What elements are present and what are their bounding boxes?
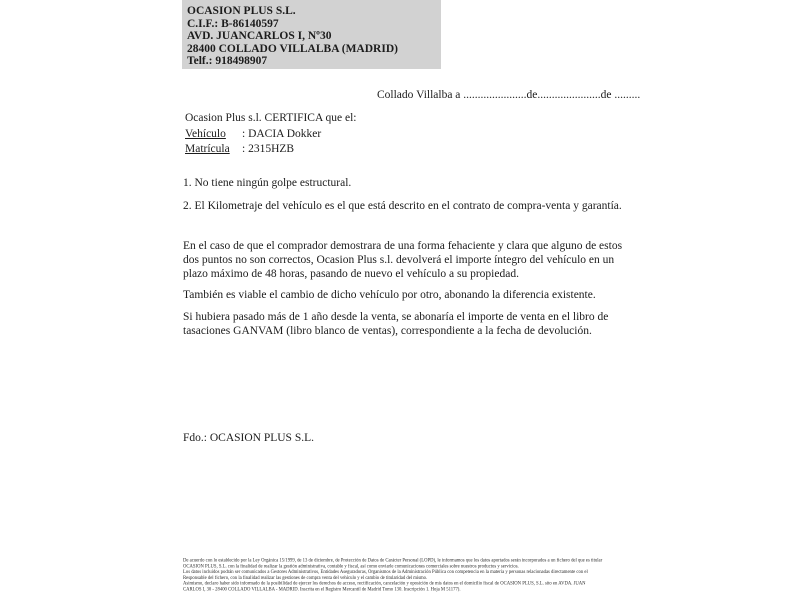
legal-line-2: OCASIÓN PLUS, S.L. con la finalidad de realizar la gestión administrativa, contable y fiscal, así como enviarle comunicaciones comerciales sobre nuestros productos y servicios. <box>183 563 519 569</box>
legal-line-5: Asimismo, declaro haber sido informado de la posibilidad de ejercer los derechos de acceso, rectificación, cancelación y oposición de mis datos en el domicilio fiscal de OCASIÓN PLUS, S.L. sito en AVDA. JUAN <box>183 581 586 587</box>
signature-line: Fdo.: OCASION PLUS S.L. <box>183 432 314 444</box>
vehicle-row <box>185 127 357 143</box>
legal-line-3: Los datos incluidos podrán ser comunicados a Gestores Administrativos, Entidades Aseguradoras, Organismos de la Administración Pública con competencia en la materia y personas relacionadas directamente con el <box>183 569 588 575</box>
legal-line-4: Responsable del fichero, con la finalidad realizar las gestiones de compra venta del vehículo y el cambio de titularidad del mismo. <box>183 575 428 581</box>
clause-1: 1. No tiene ningún golpe estructural. <box>183 177 352 189</box>
legal-line-1: De acuerdo con lo establecido por la Ley Orgánica 15/1999, de 13 de diciembre, de Protección de Datos de Carácter Personal (LOPD), le informamos que los datos aportados serán incorporados a un fichero del que es titular <box>183 558 603 563</box>
plate-value: : 2315HZB <box>242 143 295 155</box>
date-line: Collado Villalba a ......................de......................de ......... <box>377 89 641 101</box>
company-cif: C.I.F.: B-86140597 <box>187 17 279 30</box>
plate-row <box>185 142 357 158</box>
company-name: OCASION PLUS S.L. <box>187 5 296 17</box>
plate-label: Matrícula <box>185 143 230 155</box>
vehicle-label: Vehículo <box>185 127 226 140</box>
certify-intro: Ocasion Plus s.l. CERTIFICA que el: <box>185 112 357 124</box>
clause-2: 2. El Kilometraje del vehículo es el que está descrito en el contrato de compra-venta y garantía. <box>183 200 622 212</box>
legal-fine-print <box>183 558 616 593</box>
paragraph-exchange: También es viable el cambio de dicho vehículo por otro, abonando la diferencia existente. <box>183 289 596 302</box>
company-address: AVD. JUANCARLOS I, Nº30 <box>187 30 332 43</box>
company-header-block <box>182 0 441 69</box>
legal-line-6: CARLOS I, 30 - 28400 COLLADO VILLALBA - MADRID. Inscrita en el Registro Mercantil de Madrid Tomo 130. Inscripción 1. Hoja M 51177). <box>183 586 461 592</box>
paragraph-refund: En el caso de que el comprador demostrara de una forma fehaciente y clara que alguno de estos dos puntos no son correctos, Ocasion Plus s.l. devolverá el importe íntegro del vehículo en un plazo máximo de 48 horas, pasando de nuevo el vehículo a su propiedad. <box>183 240 623 280</box>
certify-section <box>185 111 357 158</box>
vehicle-value: : DACIA Dokker <box>242 127 322 140</box>
body-paragraphs <box>183 240 632 347</box>
company-city: 28400 COLLADO VILLALBA (MADRID) <box>187 42 398 55</box>
clauses-section <box>183 176 622 222</box>
company-phone: Telf.: 918498907 <box>187 55 268 68</box>
paragraph-ganvam: Si hubiera pasado más de 1 año desde la venta, se abonaría el importe de venta en el libro de tasaciones GANVAM (libro blanco de ventas), correspondiente a la fecha de devolución. <box>183 311 609 337</box>
